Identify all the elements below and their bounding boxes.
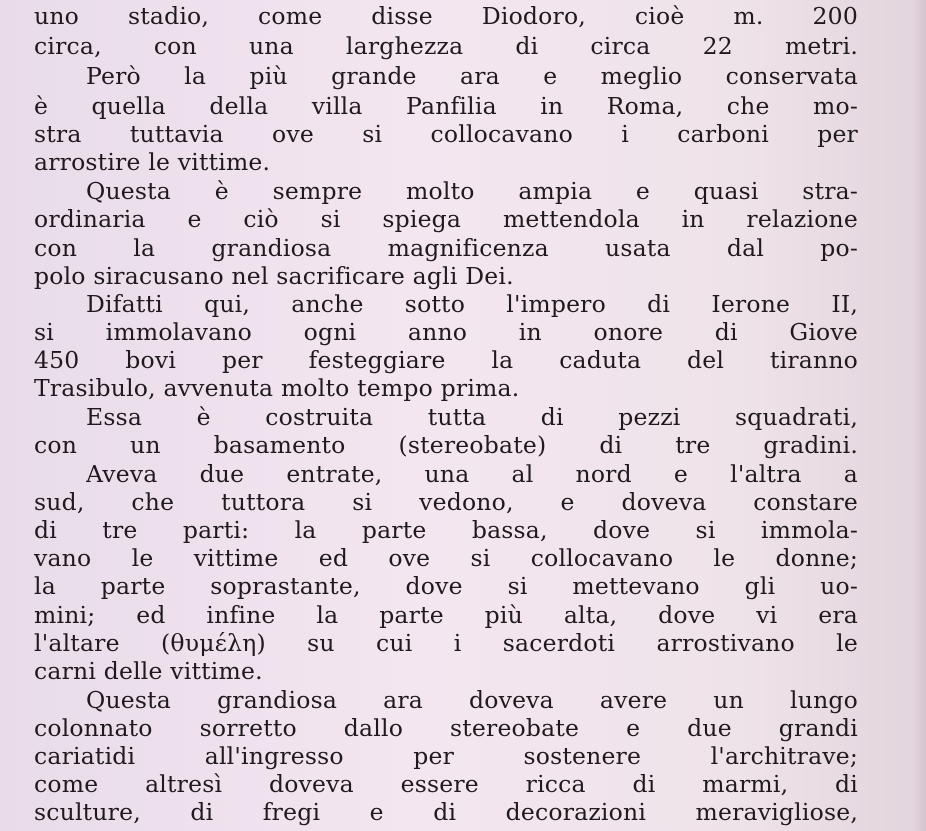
- text-line: con la grandiosa magnificenza usata dal po-: [34, 234, 858, 262]
- text-line: Questa è sempre molto ampia e quasi stra-: [86, 177, 858, 205]
- text-line: come altresì doveva essere ricca di marmi, di: [34, 770, 858, 798]
- text-line: Aveva due entrate, una al nord e l'altra a: [86, 460, 858, 488]
- text-line: uno stadio, come disse Diodoro, cioè m. 200: [34, 2, 858, 30]
- text-line: Però la più grande ara e meglio conservata: [86, 62, 858, 90]
- page-edge-shadow: [914, 0, 926, 831]
- text-line: circa, con una larghezza di circa 22 metri.: [34, 32, 858, 60]
- text-line: ordinaria e ciò si spiega mettendola in relazione: [34, 205, 858, 233]
- text-line: colonnato sorretto dallo stereobate e due grandi: [34, 714, 858, 742]
- text-line: 450 bovi per festeggiare la caduta del tiranno: [34, 346, 858, 374]
- text-line: stra tuttavia ove si collocavano i carboni per: [34, 120, 858, 148]
- text-line: Questa grandiosa ara doveva avere un lungo: [86, 686, 858, 714]
- text-line: Essa è costruita tutta di pezzi squadrati,: [86, 403, 858, 431]
- text-line: sud, che tuttora si vedono, e doveva constare: [34, 488, 858, 516]
- text-line: cariatidi all'ingresso per sostenere l'architrave;: [34, 742, 858, 770]
- text-line: carni delle vittime.: [34, 657, 263, 685]
- text-line: la parte soprastante, dove si mettevano gli uo-: [34, 572, 858, 600]
- text-line: con un basamento (stereobate) di tre gradini.: [34, 431, 858, 459]
- text-line: l'altare (θυμέλη) su cui i sacerdoti arrostivano le: [34, 629, 858, 657]
- text-line: è quella della villa Panfilia in Roma, che mo-: [34, 92, 858, 120]
- text-line: Difatti qui, anche sotto l'impero di Ierone II,: [86, 290, 858, 318]
- text-line: Trasibulo, avvenuta molto tempo prima.: [34, 374, 520, 402]
- text-line: vano le vittime ed ove si collocavano le donne;: [34, 544, 858, 572]
- document-page: [34, 2, 858, 831]
- text-line: mini; ed infine la parte più alta, dove vi era: [34, 601, 858, 629]
- text-line: di tre parti: la parte bassa, dove si immola-: [34, 516, 858, 544]
- text-line: polo siracusano nel sacrificare agli Dei.: [34, 262, 514, 290]
- text-line: sculture, di fregi e di decorazioni meravigliose,: [34, 798, 858, 826]
- text-line: arrostire le vittime.: [34, 148, 271, 176]
- text-line: si immolavano ogni anno in onore di Giove: [34, 318, 858, 346]
